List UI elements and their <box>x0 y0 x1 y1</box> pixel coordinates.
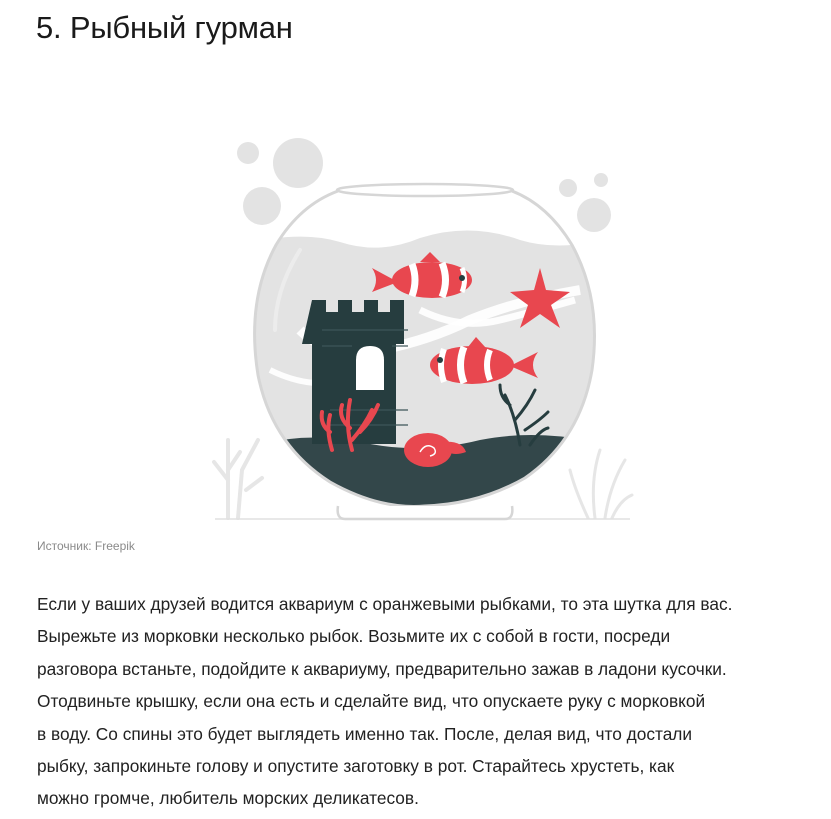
aquarium-illustration <box>205 132 635 524</box>
paragraph-line: разговора встаньте, подойдите к аквариуму, предварительно зажав в ладони кусочки. <box>37 658 727 679</box>
background-grass-right <box>570 450 632 518</box>
paragraph-line: в воду. Со спины это будет выглядеть именно так. После, делая вид, что достали <box>37 723 693 744</box>
paragraph-line: рыбку, запрокиньте голову и опустите заготовку в рот. Старайтесь хрустеть, как <box>37 756 675 777</box>
image-caption: Источник: Freepik <box>37 539 135 553</box>
article-heading: 5. Рыбный гурман <box>36 10 293 45</box>
fishbowl-rim <box>337 184 513 196</box>
paragraph-line: Вырежьте из морковки несколько рыбок. Возьмите их с собой в гости, посреди <box>37 626 671 647</box>
paragraph-line: Если у ваших друзей водится аквариум с оранжевыми рыбками, то эта шутка для вас. <box>37 594 733 614</box>
background-coral-left <box>214 440 262 518</box>
article-paragraph <box>37 588 827 815</box>
paragraph-line: можно громче, любитель морских деликатесов. <box>37 788 419 809</box>
paragraph-line: Отодвиньте крышку, если она есть и сделайте вид, что опускаете руку с морковкой <box>37 691 706 712</box>
castle <box>302 300 408 444</box>
fishbowl-base <box>338 506 513 519</box>
